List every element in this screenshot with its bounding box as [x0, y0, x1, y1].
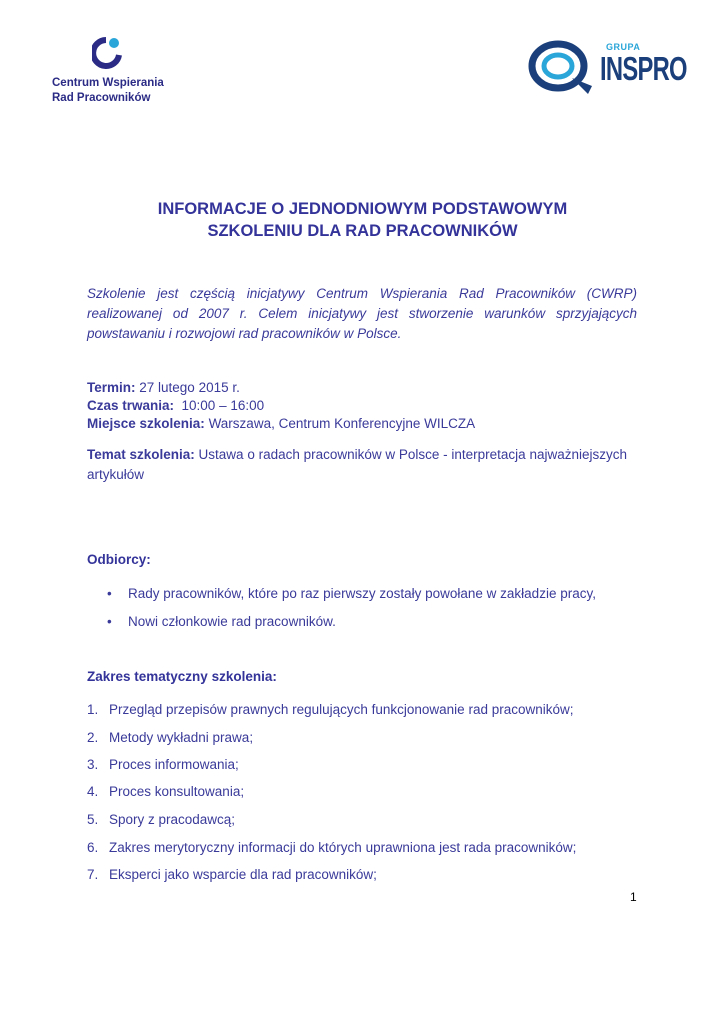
temat-block — [87, 445, 647, 485]
cwrp-logo-text — [52, 76, 164, 106]
temat-value-line-1: Ustawa o radach pracowników w Polsce - interpretacja najważniejszych — [194, 447, 627, 462]
termin-line — [87, 379, 647, 397]
bullet-icon: • — [107, 614, 112, 629]
cwrp-logo — [52, 36, 182, 108]
audience-item-text: Nowi członkowie rad pracowników. — [128, 614, 336, 629]
scope-item-text: Metody wykładni prawa; — [109, 730, 254, 745]
intro-line-1: Szkolenie jest częścią inicjatywy Centrum Wspierania Rad Pracowników (CWRP) — [87, 286, 637, 301]
inspro-logo-icon — [528, 38, 600, 98]
inspro-logo — [528, 38, 687, 100]
inspro-logo-name: INSPRO — [600, 50, 687, 87]
audience-item — [107, 586, 596, 601]
scope-item — [87, 840, 576, 855]
miejsce-value: Warszawa, Centrum Konferencyjne WILCZA — [204, 416, 476, 431]
page-number: 1 — [630, 890, 637, 904]
termin-label: Termin: — [87, 380, 136, 395]
scope-item — [87, 730, 253, 745]
scope-item — [87, 867, 377, 882]
scope-item-number: 1. — [87, 702, 99, 717]
scope-item-text: Spory z pracodawcą; — [109, 812, 236, 827]
scope-item-text: Proces konsultowania; — [109, 784, 245, 799]
title-line-2: SZKOLENIU DLA RAD PRACOWNIKÓW — [207, 222, 518, 240]
termin-value: 27 lutego 2015 r. — [135, 380, 240, 395]
scope-item-text: Przegląd przepisów prawnych regulujących funkcjonowanie rad pracowników; — [109, 702, 574, 717]
audience-heading: Odbiorcy: — [87, 552, 151, 567]
temat-value-line-2: artykułów — [87, 467, 145, 482]
scope-item — [87, 702, 574, 717]
scope-item-number: 2. — [87, 730, 99, 745]
scope-item-number: 4. — [87, 784, 99, 799]
czas-label: Czas trwania: — [87, 398, 175, 413]
temat-label: Temat szkolenia: — [87, 447, 195, 462]
bullet-icon: • — [107, 586, 112, 601]
inspro-logo-grupa: GRUPA — [606, 42, 641, 52]
czas-value: 10:00 – 16:00 — [174, 398, 265, 413]
document-title — [90, 198, 635, 242]
scope-item-text: Zakres merytoryczny informacji do których uprawniona jest rada pracowników; — [109, 840, 577, 855]
czas-line — [87, 397, 647, 415]
miejsce-label: Miejsce szkolenia: — [87, 416, 205, 431]
scope-item-number: 3. — [87, 757, 99, 772]
miejsce-line — [87, 415, 647, 433]
audience-item — [107, 614, 336, 629]
scope-item — [87, 812, 235, 827]
scope-item-text: Eksperci jako wsparcie dla rad pracowników; — [109, 867, 377, 882]
scope-item-number: 7. — [87, 867, 99, 882]
scope-item-number: 6. — [87, 840, 99, 855]
audience-item-text: Rady pracowników, które po raz pierwszy zostały powołane w zakładzie pracy, — [128, 586, 596, 601]
intro-line-2: realizowanej od 2007 r. Celem inicjatywy jest stworzenie warunków sprzyjających — [87, 306, 637, 321]
scope-heading: Zakres tematyczny szkolenia: — [87, 669, 277, 684]
cwrp-logo-icon — [92, 36, 122, 70]
intro-paragraph — [87, 284, 637, 344]
scope-item — [87, 757, 239, 772]
scope-item — [87, 784, 244, 799]
intro-line-3: powstawaniu i rozwojowi rad pracowników w Polsce. — [87, 326, 402, 341]
cwrp-logo-line2: Rad Pracowników — [52, 92, 151, 104]
scope-item-number: 5. — [87, 812, 99, 827]
title-line-1: INFORMACJE O JEDNODNIOWYM PODSTAWOWYM — [157, 200, 568, 218]
scope-item-text: Proces informowania; — [109, 757, 239, 772]
cwrp-logo-line1: Centrum Wspierania — [52, 77, 164, 89]
